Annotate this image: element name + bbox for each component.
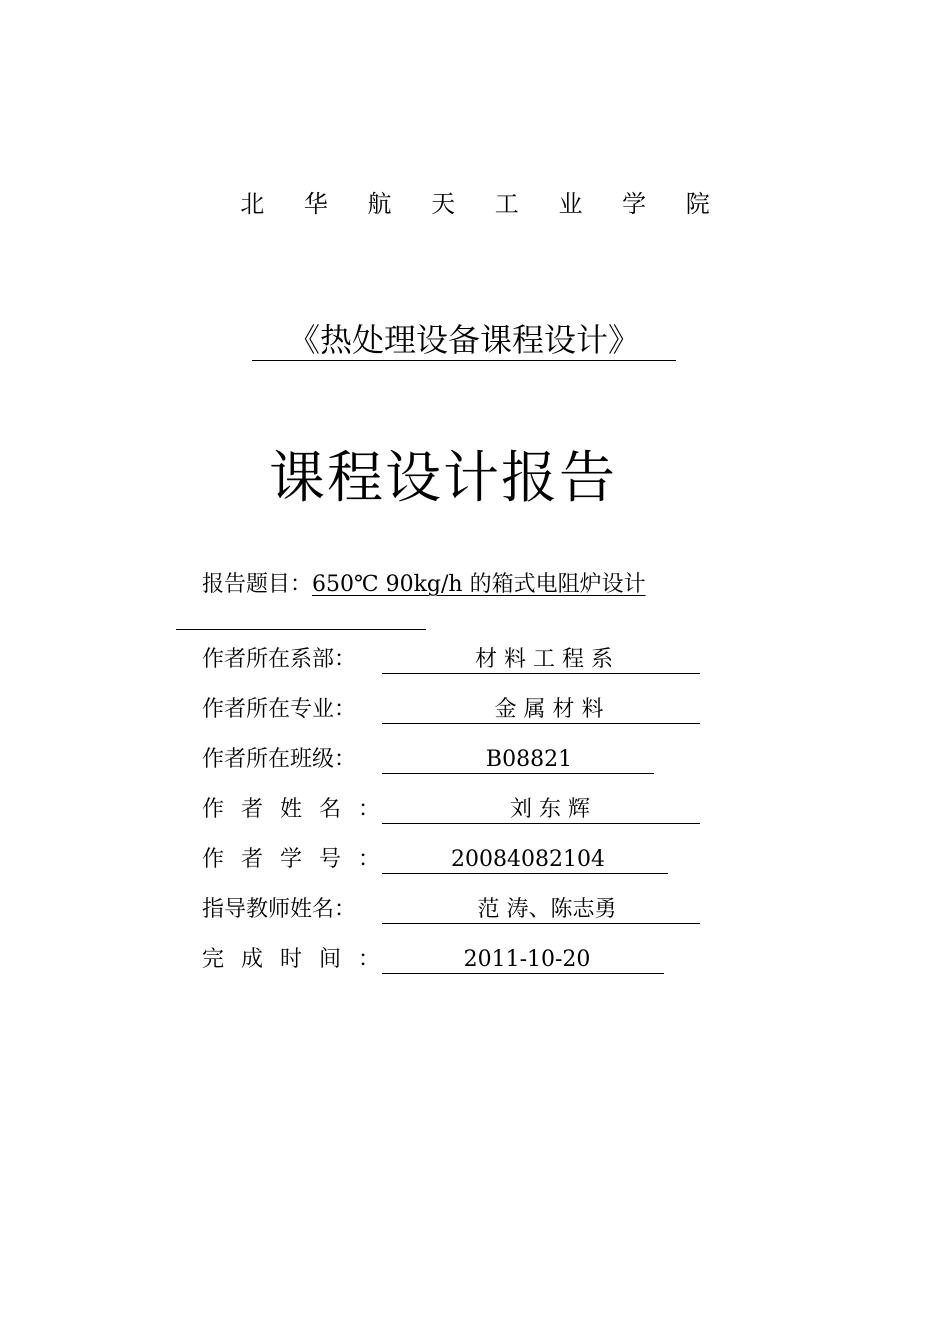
field-value-author-name: 刘 东 辉 (382, 794, 700, 824)
report-title: 课程设计报告 (269, 446, 617, 511)
topic-value: 650℃ 90kg/h 的箱式电阻炉设计 (312, 572, 646, 597)
field-label-completion-date: 完成时间： (202, 947, 398, 972)
topic-row (202, 570, 646, 600)
field-value-class: B08821 (382, 744, 654, 774)
topic-label: 报告题目： (202, 572, 313, 597)
topic-continuation-line (176, 629, 426, 630)
institution-name: 北 华 航 天 工 业 学 院 (240, 190, 726, 218)
field-value-student-id: 20084082104 (382, 844, 668, 874)
field-label-student-id: 作者学号： (202, 847, 398, 872)
field-value-completion-date: 2011-10-20 (382, 944, 664, 974)
field-value-advisor: 范 涛、陈志勇 (382, 894, 700, 924)
course-title: 《热处理设备课程设计》 (252, 320, 676, 361)
field-label-major: 作者所在专业： (202, 697, 357, 722)
field-label-department: 作者所在系部： (202, 647, 357, 672)
field-label-class: 作者所在班级： (202, 747, 357, 772)
field-label-advisor: 指导教师姓名： (202, 897, 357, 922)
field-value-major: 金 属 材 料 (382, 694, 700, 724)
field-label-author-name: 作者姓名： (202, 797, 398, 822)
field-value-department: 材 料 工 程 系 (382, 644, 700, 674)
